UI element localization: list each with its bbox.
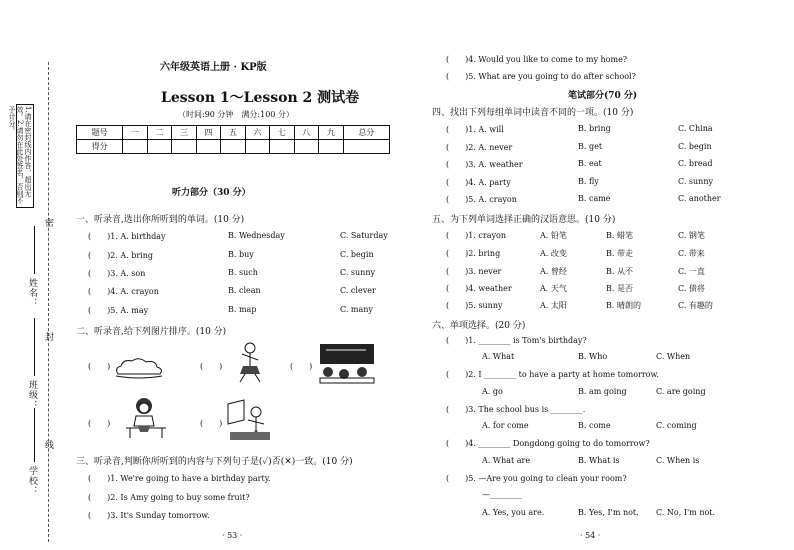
- s5-q3-b: B. 从不: [606, 267, 633, 276]
- s1-q3-b: B. such: [228, 268, 258, 277]
- school-label: 学校：: [27, 466, 37, 496]
- s4-q3-b: B. eat: [578, 159, 602, 168]
- seal-char-3: 线: [43, 440, 53, 450]
- score-input[interactable]: [221, 140, 245, 154]
- s5-q5-c: C. 有趣的: [678, 301, 713, 310]
- s1-q4-b: B. clean: [228, 286, 261, 295]
- s4-q3: ( )3. A. weather: [446, 160, 523, 169]
- s6-q4-b: B. What is: [578, 456, 620, 465]
- section-5-title: 五、为下列单词选择正确的汉语意思。(10 分): [432, 215, 616, 225]
- s4-q4-b: B. fly: [578, 177, 599, 186]
- score-input[interactable]: [172, 140, 196, 154]
- score-table: [76, 125, 390, 154]
- s5-q3: ( )3. never: [446, 267, 502, 276]
- class-label: 班级：: [27, 380, 37, 410]
- s2-paren-5[interactable]: ( ): [200, 419, 223, 428]
- s4-q5: ( )5. A. crayon: [446, 195, 517, 204]
- seal-char-2: 封: [43, 332, 53, 342]
- score-cell: 三: [172, 126, 196, 140]
- s1-q2-b: B. buy: [228, 250, 254, 259]
- s1-q2: ( )2. A. bring: [88, 251, 154, 260]
- s6-q2-c: C. are going: [656, 387, 706, 396]
- s1-q5-c: C. many: [340, 305, 373, 314]
- score-cell: 四: [196, 126, 220, 140]
- s4-q3-c: C. bread: [678, 159, 713, 168]
- s5-q4-a: A. 天气: [540, 284, 567, 293]
- s5-q2-c: C. 带来: [678, 249, 705, 258]
- score-input[interactable]: [196, 140, 220, 154]
- s4-q4: ( )4. A. party: [446, 178, 511, 187]
- s4-q1-c: C. China: [678, 124, 713, 133]
- score-cell: 七: [270, 126, 294, 140]
- s6-q5-b: B. Yes, I'm not.: [578, 508, 639, 517]
- exam-info: （时间:90 分钟 满分:100 分）: [178, 110, 294, 119]
- s6-q3-b: B. come: [578, 421, 611, 430]
- s6-q3-a: A. for come: [482, 421, 529, 430]
- score-cell: 九: [319, 126, 343, 140]
- dancing-girl-picture: [230, 340, 270, 386]
- s5-q2-b: B. 带走: [606, 249, 633, 258]
- score-header-row: [77, 126, 390, 140]
- cloud-picture: [112, 356, 166, 380]
- written-title: 笔试部分(70 分): [568, 91, 638, 101]
- s4-q2: ( )2. A. never: [446, 143, 513, 152]
- s1-q4: ( )4. A. crayon: [88, 287, 159, 296]
- s2-paren-3[interactable]: ( ): [290, 362, 313, 371]
- s5-q2: ( )2. bring: [446, 249, 501, 258]
- s5-q3-c: C. 一直: [678, 267, 705, 276]
- s3-q2: ( )2. Is Amy going to buy some fruit?: [88, 493, 250, 502]
- score-input[interactable]: [123, 140, 147, 154]
- score-cell: 一: [123, 126, 147, 140]
- s5-q1-a: A. 铅笔: [540, 231, 567, 240]
- s4-q5-b: B. came: [578, 194, 611, 203]
- score-cell: 六: [245, 126, 269, 140]
- score-input[interactable]: [270, 140, 294, 154]
- s5-q5-a: A. 太阳: [540, 301, 567, 310]
- s3-q1: ( )1. We're going to have a birthday party.: [88, 474, 271, 483]
- book-title: 六年级英语上册 · KP版: [160, 62, 267, 73]
- page-title: Lesson 1～Lesson 2 测试卷: [161, 90, 360, 106]
- section-2-title: 二、听录音,给下列图片排序。(10 分): [76, 327, 227, 337]
- s4-q2-c: C. begin: [678, 142, 712, 151]
- score-input[interactable]: [343, 140, 389, 154]
- s5-q4-c: C. 债将: [678, 284, 705, 293]
- s1-q5-b: B. map: [228, 305, 257, 314]
- girl-desk-picture: [124, 396, 168, 440]
- s2-paren-1[interactable]: ( ): [88, 362, 111, 371]
- s6-q2-a: A. go: [482, 387, 503, 396]
- s6-q1-b: B. Who: [578, 352, 608, 361]
- score-cell: 二: [147, 126, 171, 140]
- score-input-row: [77, 140, 390, 154]
- r-q4: ( )4. Would you like to come to my home?: [446, 55, 628, 64]
- s2-paren-4[interactable]: ( ): [88, 419, 111, 428]
- score-row-label: 得分: [77, 140, 123, 154]
- s5-q5: ( )5. sunny: [446, 301, 503, 310]
- s6-q1-c: C. When: [656, 352, 691, 361]
- seal-line: [48, 62, 49, 542]
- s5-q1-b: B. 蜡笔: [606, 231, 633, 240]
- section-4-title: 四、找出下列每组单词中读音不同的一项。(10 分): [432, 108, 634, 118]
- s4-q5-c: C. another: [678, 194, 721, 203]
- page-number-right: · 54 ·: [580, 531, 601, 540]
- s5-q4: ( )4. weather: [446, 284, 512, 293]
- s2-paren-2[interactable]: ( ): [200, 362, 223, 371]
- s1-q4-c: C. clever: [340, 286, 376, 295]
- s3-q3: ( )3. It's Sunday tomorrow.: [88, 511, 210, 520]
- s6-q1-a: A. What: [482, 352, 515, 361]
- s1-q1: ( )1. A. birthday: [88, 232, 166, 241]
- s4-q2-b: B. get: [578, 142, 603, 151]
- s6-q5-answer-line: —________: [482, 490, 522, 499]
- s6-q5-a: A. Yes, you are.: [482, 508, 545, 517]
- s4-q1-b: B. bring: [578, 124, 611, 133]
- name-label: 姓名：: [27, 278, 37, 308]
- name-blank[interactable]: [34, 226, 35, 274]
- s4-q1: ( )1. A. will: [446, 125, 504, 134]
- score-input[interactable]: [294, 140, 318, 154]
- s1-q1-c: C. Saturday: [340, 231, 388, 240]
- s1-q2-c: C. begin: [340, 250, 374, 259]
- s6-q4-c: C. When is: [656, 456, 700, 465]
- s6-q5-c: C. No, I'm not.: [656, 508, 716, 517]
- r-q5: ( )5. What are you going to do after school?: [446, 72, 636, 81]
- classroom-picture: [318, 342, 376, 384]
- section-1-title: 一、听录音,选出你所听到的单词。(10 分): [76, 215, 245, 225]
- s4-q4-c: C. sunny: [678, 177, 714, 186]
- score-cell: 五: [221, 126, 245, 140]
- cleaning-picture: [226, 398, 272, 442]
- class-blank[interactable]: [34, 318, 35, 376]
- s5-q1: ( )1. crayon: [446, 231, 506, 240]
- s6-q3-c: C. coming: [656, 421, 697, 430]
- s6-q5: ( )5. —Are you going to clean your room?: [446, 474, 627, 483]
- school-blank[interactable]: [34, 408, 35, 462]
- s1-q1-b: B. Wednesday: [228, 231, 285, 240]
- score-cell: 总分: [343, 126, 389, 140]
- s6-q4-a: A. What are: [482, 456, 531, 465]
- s1-q5: ( )5. A. may: [88, 306, 149, 315]
- s5-q4-b: B. 是否: [606, 284, 633, 293]
- s5-q2-a: A. 改变: [540, 249, 567, 258]
- section-3-title: 三、听录音,判断你所听到的内容与下列句子是(✓)否(✕)一致。(10 分): [76, 457, 353, 467]
- s6-q2-b: B. am going: [578, 387, 627, 396]
- s6-q2: ( )2. I ________ to have a party at home tomorrow.: [446, 370, 659, 379]
- s5-q5-b: B. 晴朗的: [606, 301, 641, 310]
- binding-note: 1.请在密封线内作答，超出无效。2.请勿在此处签名，否则不予计分。: [16, 104, 34, 208]
- s6-q4: ( )4. ________ Dongdong going to do tomorrow?: [446, 439, 650, 448]
- page-number-left: · 53 ·: [222, 531, 243, 540]
- s5-q1-c: C. 钢笔: [678, 231, 705, 240]
- score-cell: 题号: [77, 126, 123, 140]
- s5-q3-a: A. 曾经: [540, 267, 567, 276]
- listening-title: 听力部分（30 分）: [172, 188, 251, 198]
- score-input[interactable]: [245, 140, 269, 154]
- score-input[interactable]: [147, 140, 171, 154]
- s6-q1: ( )1. ________ is Tom's birthday?: [446, 336, 587, 345]
- seal-char-1: 密: [43, 218, 53, 228]
- s1-q3-c: C. sunny: [340, 268, 376, 277]
- score-input[interactable]: [319, 140, 343, 154]
- s1-q3: ( )3. A. son: [88, 269, 146, 278]
- score-cell: 八: [294, 126, 318, 140]
- s6-q3: ( )3. The school bus is ________.: [446, 405, 586, 414]
- section-6-title: 六、单项选择。(20 分): [432, 321, 526, 331]
